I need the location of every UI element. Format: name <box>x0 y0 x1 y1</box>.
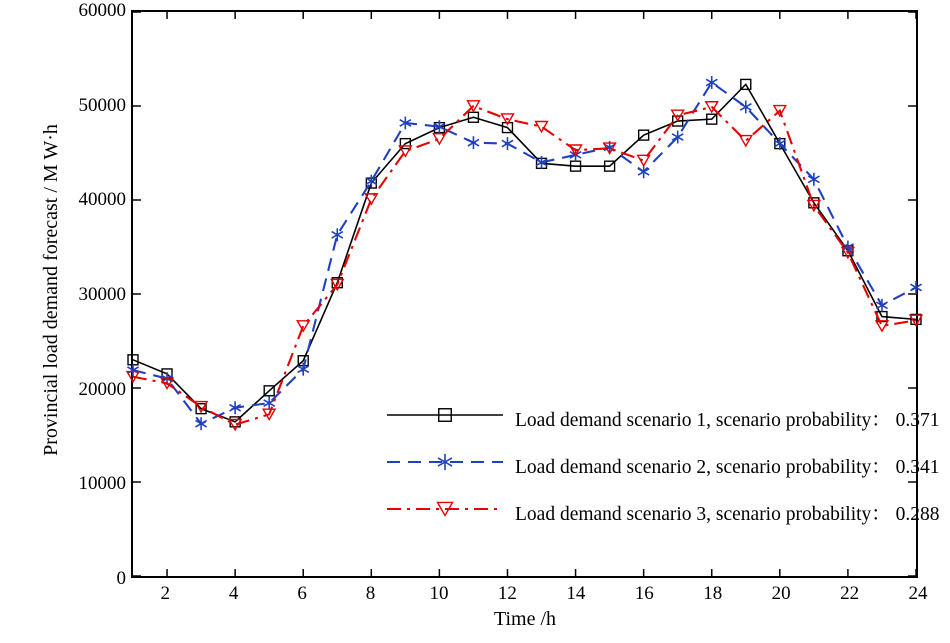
y-tick-label: 30000 <box>78 284 126 305</box>
legend-item <box>385 489 940 529</box>
data-point-marker <box>297 321 309 331</box>
legend-swatch <box>385 442 505 482</box>
x-axis-tick-labels <box>131 583 928 607</box>
x-axis-title: Time /h <box>493 608 557 630</box>
legend-swatch <box>385 395 505 435</box>
legend-label: Load demand scenario 3, scenario probability： 0.288 <box>515 504 940 525</box>
data-point-marker <box>910 281 921 294</box>
series-line <box>133 84 916 421</box>
x-tick-label: 4 <box>228 583 239 604</box>
legend-item <box>385 395 940 435</box>
x-tick-label: 18 <box>703 583 723 604</box>
x-tick-label: 12 <box>497 583 517 604</box>
series-line <box>133 83 916 424</box>
series-2 <box>127 76 921 430</box>
data-point-marker <box>468 136 479 149</box>
data-point-marker <box>638 165 649 178</box>
x-tick-label: 8 <box>365 583 376 604</box>
x-tick-label: 22 <box>840 583 860 604</box>
y-axis-title: Provincial load demand forecast / M W·h <box>40 124 62 456</box>
y-tick-label: 50000 <box>78 94 126 116</box>
x-tick-label: 10 <box>429 583 449 604</box>
x-tick-label: 2 <box>160 583 170 604</box>
data-point-marker <box>128 355 138 365</box>
x-tick-label: 6 <box>297 583 307 604</box>
data-point-marker <box>502 137 513 150</box>
data-point-marker <box>638 155 650 165</box>
x-tick-label: 14 <box>566 583 586 604</box>
y-tick-label: 20000 <box>78 378 126 400</box>
legend-item <box>385 442 940 482</box>
y-tick-label: 60000 <box>78 0 126 21</box>
y-tick-label: 10000 <box>78 473 126 495</box>
legend-label: Load demand scenario 2, scenario probability： 0.341 <box>515 457 940 478</box>
chart-legend <box>385 395 940 535</box>
x-tick-label: 24 <box>908 583 928 604</box>
x-tick-label: 20 <box>771 583 791 604</box>
x-tick-label: 16 <box>634 583 654 604</box>
legend-swatch <box>385 489 505 529</box>
y-tick-label: 40000 <box>78 189 126 211</box>
legend-label: Load demand scenario 1, scenario probability： 0.371 <box>515 410 940 431</box>
y-tick-label: 0 <box>116 568 126 589</box>
y-axis-tick-labels <box>0 0 126 589</box>
series-1 <box>128 79 921 426</box>
series-3 <box>127 101 922 430</box>
